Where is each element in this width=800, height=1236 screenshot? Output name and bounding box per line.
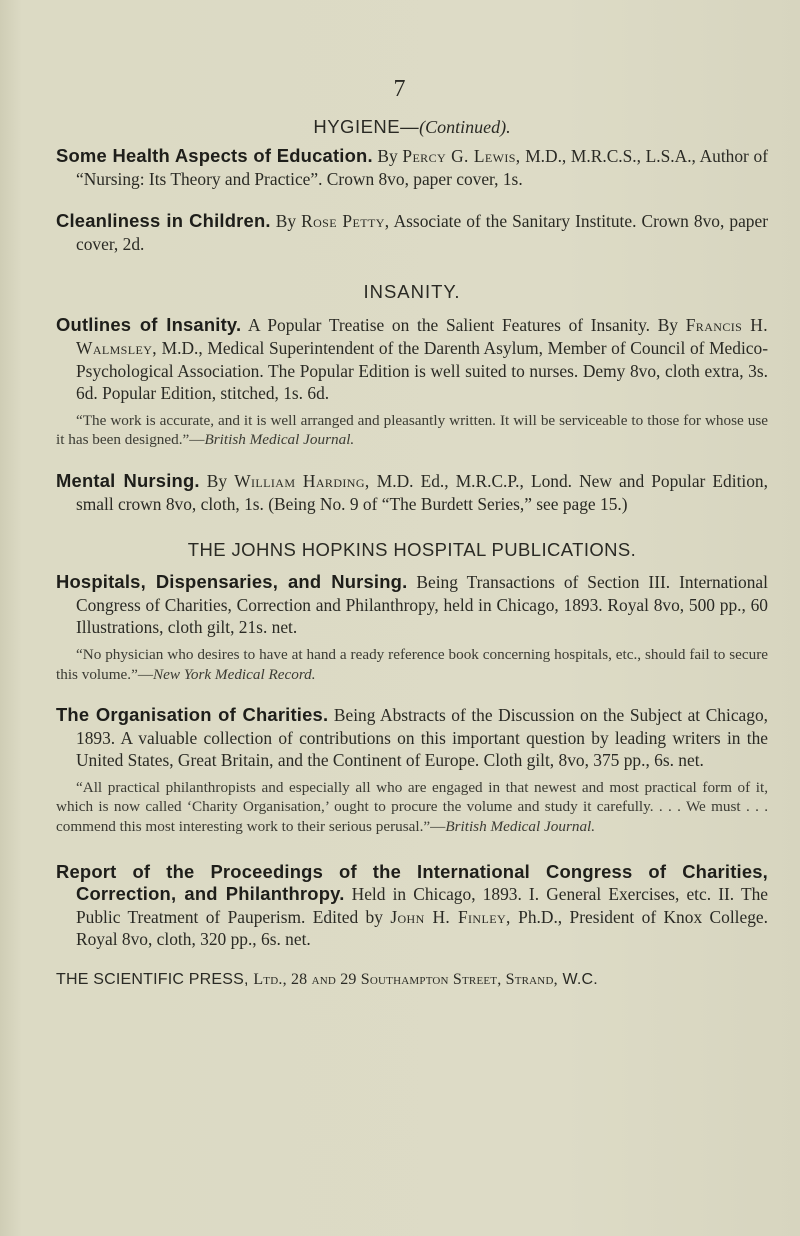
- entry-author: Rose Petty,: [301, 211, 390, 232]
- entry-body: M.D., M.R.C.S., L.S.A., Author of “Nursing: Its Theory and Practice”. Crown 8vo, paper cover, 1s.: [76, 146, 768, 189]
- entry-title: Outlines of Insanity.: [56, 314, 242, 336]
- page-number: 7: [393, 76, 407, 102]
- entry-title: The Organisation of Charities.: [56, 704, 329, 726]
- section-title-hygiene: HYGIENE—: [313, 116, 420, 137]
- review-source: British Medical Journal.: [204, 431, 355, 449]
- entry-report-of-proceedings: Report of the Proceedings of the International Congress of Charities, Correction, and Philanthropy. Held in Chicago, 1893. I. General Exercises, etc. II. The Public Treatment of Pauperism. Edited by John H. Finley, Ph.D., President of Knox College. Royal 8vo, cloth, 320 pp., 6s. net.: [56, 860, 768, 950]
- entry-author: Percy G. Lewis,: [402, 146, 521, 166]
- entry-author: William Harding,: [234, 470, 370, 491]
- entry-hospitals: [56, 571, 768, 639]
- entry-author: Francis H. Walmsley,: [76, 315, 769, 358]
- review-quote: “The work is accurate, and it is well arranged and pleasantly written. It will be serviceable to those for whose use it has been designed.”—British Medical Journal.: [56, 411, 768, 449]
- section-heading-insanity: INSANITY.: [363, 281, 461, 303]
- section-heading-hygiene: [56, 116, 768, 138]
- publisher-name: THE SCIENTIFIC PRESS,: [56, 971, 254, 989]
- publisher-address: Ltd., 28 and 29 Southampton Street, Strand,: [253, 971, 558, 989]
- entry-outlines-of-insanity: Outlines of Insanity. A Popular Treatise on the Salient Features of Insanity. By Francis H. Walmsley, M.D., Medical Superintendent of the Darenth Asylum, Member of Council of Medico-Psychological Association. The Popular Edition is well suited to nurses. Demy 8vo, cloth extra, 3s. 6d. Popular Edition, stitched, 1s. 6d.: [56, 314, 769, 404]
- review-quote: “No physician who desires to have at hand a ready reference book concerning hospitals, etc., should fail to secure this volume.”—New York Medical Record.: [56, 645, 768, 683]
- entry-title: Cleanliness in Children.: [56, 210, 271, 232]
- entry-mental-nursing: Mental Nursing. By William Harding, M.D. Ed., M.R.C.P., Lond. New and Popular Edition, small crown 8vo, cloth, 1s. (Being No. 9 of “The Burdett Series,” see page 15.): [56, 469, 768, 514]
- review-source: British Medical Journal.: [445, 818, 596, 836]
- entry-title: Some Health Aspects of Education.: [56, 145, 373, 166]
- publisher-district: W.C.: [557, 971, 598, 989]
- entry-health-aspects: Some Health Aspects of Education. By Percy G. Lewis, M.D., M.R.C.S., L.S.A., Author of “Nursing: Its Theory and Practice”. Crown 8vo, paper cover, 1s.: [56, 145, 768, 189]
- entry-title: Report of the Proceedings of the International Congress of Charities, Correction, and Philanthropy.: [56, 860, 768, 905]
- continued-note: (Continued).: [419, 117, 511, 137]
- entry-body: Being Abstracts of the Discussion on the Subject at Chicago, 1893. A valuable collection of contributions on this important question by leading writers in the United States, Great Britain, and the Continent of Europe. Cloth gilt, 8vo, 375 pp., 6s. net.: [76, 705, 768, 771]
- review-quote: “All practical philanthropists and especially all who are engaged in that newest and most practical form of it, which is now called ‘Charity Organisation,’ ought to procure the volume and study it carefully. . . . We must . . . commend this most interesting work to their serious perusal.”—British Medical Journal.: [56, 778, 768, 836]
- entry-body: Being Transactions of Section III. International Congress of Charities, Correction and Philanthropy, held in Chicago, 1893. Royal 8vo, 500 pp., 60 Illustrations, cloth gilt, 21s. net.: [76, 572, 768, 638]
- entry-body: M.D., Medical Superintendent of the Darenth Asylum, Member of Council of Medico-Psychological Association. The Popular Edition is well suited to nurses. Demy 8vo, cloth extra, 3s. 6d. Popular Edition, stitched, 1s. 6d.: [76, 337, 768, 404]
- entry-cleanliness: Cleanliness in Children. By Rose Petty, Associate of the Sanitary Institute. Crown 8vo, paper cover, 2d.: [56, 210, 768, 254]
- publisher-footer: [56, 971, 768, 989]
- entry-title: Hospitals, Dispensaries, and Nursing.: [56, 571, 408, 593]
- entry-body: M.D. Ed., M.R.C.P., Lond. New and Popular Edition, small crown 8vo, cloth, 1s. (Being No. 9 of “The Burdett Series,” see page 15.): [76, 470, 768, 514]
- entry-title: Mental Nursing.: [56, 469, 200, 491]
- entry-body: Associate of the Sanitary Institute. Crown 8vo, paper cover, 2d.: [76, 211, 768, 254]
- review-source: New York Medical Record.: [153, 665, 316, 683]
- entry-author: John H. Finley,: [390, 906, 511, 927]
- entry-body: Ph.D., President of Knox College. Royal 8vo, cloth, 320 pp., 6s. net.: [76, 906, 768, 950]
- entry-organisation-of-charities: [56, 704, 768, 772]
- section-heading-johns-hopkins: THE JOHNS HOPKINS HOSPITAL PUBLICATIONS.: [187, 539, 637, 561]
